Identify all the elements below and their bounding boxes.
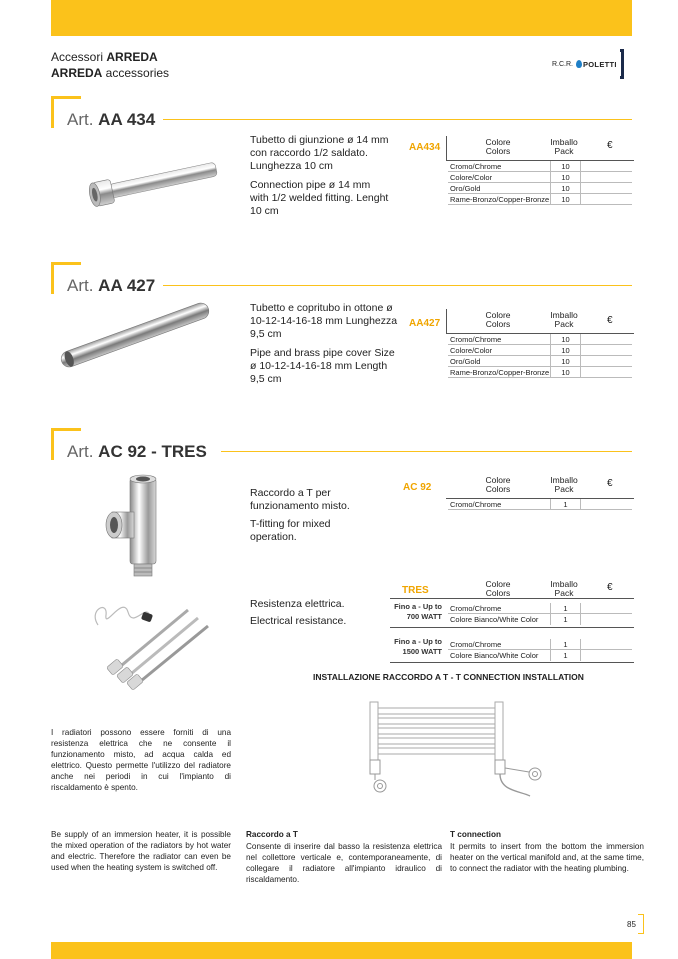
table-code: AC 92 [403, 482, 432, 493]
table-row: Cromo/Chrome 1 [448, 639, 632, 650]
t-fitting-image [100, 470, 180, 580]
table-row: Rame-Bronzo/Copper-Bronze 10 [448, 194, 632, 205]
raccordo-title: Raccordo a T [246, 830, 298, 839]
tres-price-table: TRES Colore Colors Imballo Pack € Fino a - Up to 700 WATT Cromo/Chrome 1 Colore Bianco/White Color 1 Fino a - Up to 1500 WATT Cromo/Chrome 1 Colore Bianco/White Color 1 [390, 578, 634, 664]
page-number: 85 [627, 920, 636, 929]
table-row: Colore Bianco/White Color 1 [448, 650, 632, 661]
connection-pipe-image [80, 160, 220, 210]
euro-symbol: € [607, 140, 613, 151]
installation-title: INSTALLAZIONE RACCORDO A T - T CONNECTION INSTALLATION [313, 672, 584, 682]
body-text-en: Be supply of an immersion heater, it is possible the mixed operation of the radiators by hot water and electric. Therefore the radiator can even be used when the heating system is switched off. [51, 830, 231, 872]
aa427-description-it: Tubetto e copritubo in ottone ø 10-12-14-16-18 mm Lunghezza 9,5 cm [250, 302, 398, 340]
header-title-it: Accessori ARREDA [51, 50, 158, 64]
section-title: Art. AC 92 - TRES [67, 442, 207, 461]
bottom-accent-bar [51, 942, 632, 959]
header-title-en: ARREDA accessories [51, 66, 170, 80]
aa427-price-table: AA427 Colore Colors Imballo Pack € Cromo/Chrome 10 Colore/Color 10 Oro/Gold 10 Rame-Bronzo/Copper-Bronze 10 [406, 309, 634, 384]
body-text-it: I radiatori possono essere forniti di una resistenza elettrica che ne consente il funzionamento misto, ad acqua calda ed elettrico. Questo permette l'utilizzo del radiatore anche nei periodi in cui l'impianto di riscaldamento è spento. [51, 728, 231, 792]
aa434-description-en: Connection pipe ø 14 mm with 1/2 welded fitting. Lenght 10 cm [250, 179, 389, 217]
table-row: Oro/Gold 10 [448, 356, 632, 367]
tconnection-text: It permits to insert from the bottom the immersion heater on the vertical manifold and, at the same time, to connect the radiator with the heating plumbing. [450, 842, 644, 873]
section-title: Art. AA 427 [67, 276, 156, 295]
section-title: Art. AA 434 [67, 110, 156, 129]
electric-resistance-image [88, 590, 218, 690]
table-code: AA434 [409, 142, 441, 153]
aa434-price-table: AA434 Colore Colors Imballo Pack € Cromo/Chrome 10 Colore/Color 10 Oro/Gold 10 Rame-Bronzo/Copper-Bronze 10 [406, 136, 634, 211]
water-drop-icon [576, 60, 582, 68]
section-aa434-heading [51, 96, 632, 130]
tres-group-label: Fino a - Up to 700 WATT [394, 602, 442, 621]
ac92-description-en: T-fitting for mixed operation. [250, 518, 331, 543]
euro-symbol: € [607, 582, 613, 593]
raccordo-text: Consente di inserire dal basso la resistenza elettrica nel collettore verticale e, contemporaneamente, di collegare il radiatore all'impianto idraulico di riscaldamento. [246, 842, 442, 884]
installation-diagram [360, 696, 560, 808]
brass-pipe-image [55, 300, 215, 370]
logo-bracket [620, 49, 624, 79]
table-row: Cromo/Chrome 10 [448, 161, 632, 172]
euro-symbol: € [607, 478, 613, 489]
table-row: Colore Bianco/White Color 1 [448, 614, 632, 625]
table-row: Rame-Bronzo/Copper-Bronze 10 [448, 367, 632, 378]
aa434-description-it: Tubetto di giunzione ø 14 mm con raccordo 1/2 saldato. Lunghezza 10 cm [250, 134, 389, 172]
page-number-bracket [638, 914, 644, 934]
section-aa427-heading [51, 262, 632, 296]
table-row: Cromo/Chrome 10 [448, 334, 632, 345]
brand-logo: R.C.R. POLETTI [552, 49, 624, 79]
table-row: Cromo/Chrome 1 [448, 603, 632, 614]
ac92-description-it: Raccordo a T per funzionamento misto. [250, 487, 350, 512]
table-code: TRES [402, 585, 429, 596]
table-row: Cromo/Chrome 1 [448, 499, 632, 510]
table-row: Colore/Color 10 [448, 345, 632, 356]
tconnection-title: T connection [450, 830, 501, 839]
euro-symbol: € [607, 315, 613, 326]
table-row: Oro/Gold 10 [448, 183, 632, 194]
top-accent-bar [51, 0, 632, 36]
tres-description-en: Electrical resistance. [250, 615, 347, 627]
table-row: Colore/Color 10 [448, 172, 632, 183]
tres-group-label: Fino a - Up to 1500 WATT [394, 637, 442, 656]
tres-description-it: Resistenza elettrica. [250, 598, 345, 610]
section-ac92-heading [51, 428, 632, 462]
ac92-price-table: AC 92 Colore Colors Imballo Pack € Cromo/Chrome 1 [398, 474, 634, 514]
table-code: AA427 [409, 318, 441, 329]
aa427-description-en: Pipe and brass pipe cover Size ø 10-12-14-16-18 mm Length 9,5 cm [250, 347, 395, 385]
